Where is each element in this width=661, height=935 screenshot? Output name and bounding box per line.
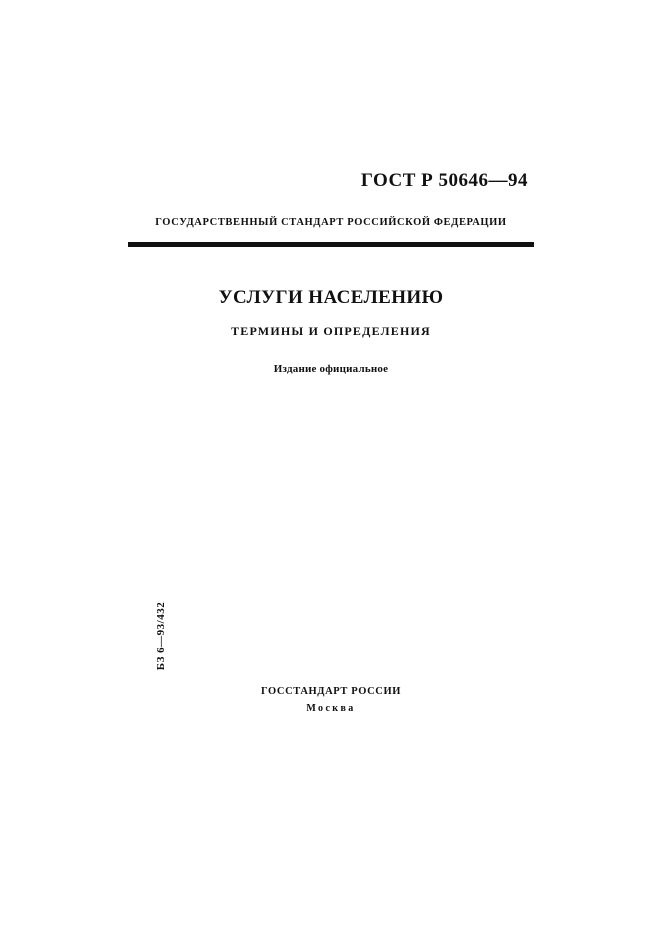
document-code: ГОСТ Р 50646—94 (360, 170, 528, 191)
document-subtitle: ТЕРМИНЫ И ОПРЕДЕЛЕНИЯ (231, 324, 431, 338)
edition-note: Издание официальное (273, 363, 389, 375)
side-registration-code: БЗ 6—93/432 (155, 601, 167, 671)
standard-type-heading: ГОСУДАРСТВЕННЫЙ СТАНДАРТ РОССИЙСКОЙ ФЕДЕРАЦИИ (155, 217, 507, 228)
publisher-name: ГОССТАНДАРТ РОССИИ (260, 686, 402, 697)
publisher-city: Москва (306, 703, 356, 714)
document-title: УСЛУГИ НАСЕЛЕНИЮ (218, 287, 444, 308)
header-rule (128, 242, 534, 247)
